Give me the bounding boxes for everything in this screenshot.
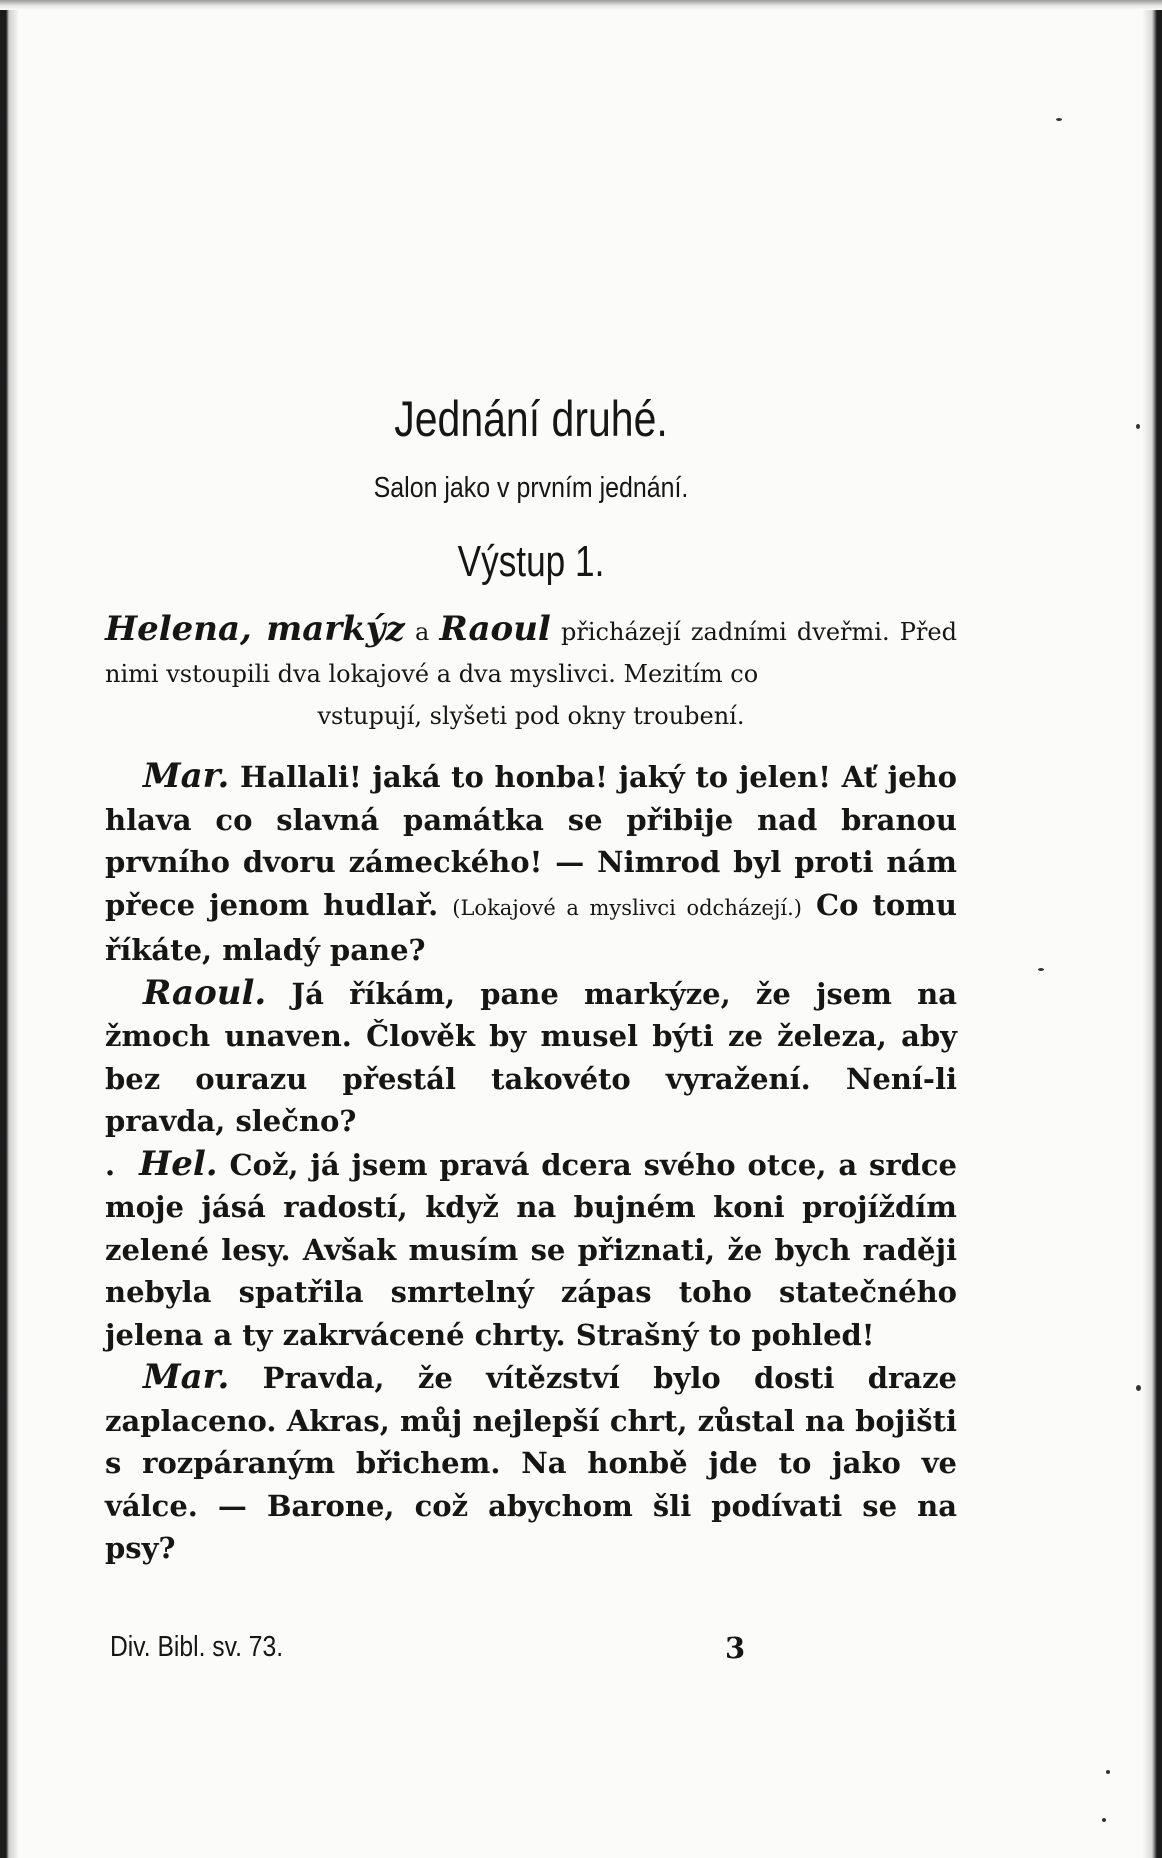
dialogue-mar-1 — [105, 755, 957, 972]
page-footer — [105, 1631, 957, 1671]
inline-stage-direction: (Lokajové a myslivci odcházejí.) — [452, 895, 802, 920]
dialogue-hel — [105, 1143, 957, 1357]
footer-signature: Div. Bibl. sv. 73. — [110, 1631, 284, 1663]
page-edge-right — [1142, 0, 1162, 1858]
dialogue-mar-2 — [105, 1356, 957, 1570]
speck — [1136, 424, 1140, 429]
dialogue-raoul — [105, 972, 957, 1143]
speaker-name: Hel. — [139, 1143, 218, 1184]
speech-prefix: . — [105, 1147, 116, 1182]
page-number: 3 — [725, 1631, 746, 1665]
speech-text: Já říkám, pane markýze, že jsem na žmoch unaven. Člověk by musel býti ze železa, aby bez ourazu přestál takovéto vyražení. Není-li pravda, slečno? — [105, 976, 957, 1138]
stage-direction-text: přicházejí zadními dveřmi. Před nimi vstoupili dva lokajové a dva myslivci. Mezitím co — [105, 618, 957, 688]
page-edge-top — [0, 0, 1162, 10]
speaker-name: Mar. — [143, 756, 230, 796]
speck — [1038, 968, 1044, 971]
stage-direction-conj: a — [414, 618, 430, 646]
setting-line: Salon jako v prvním jednání. — [373, 472, 689, 504]
act-title: Jednání druhé. — [394, 391, 668, 447]
speech-text: Což, já jsem pravá dcera svého otce, a srdce moje jásá radostí, když na bujném koni projíždím zelené lesy. Avšak musím se přiznati, že bych raději nebyla spatřila smrtelný zápas toho statečného jelena a ty zakrvácené chrty. Strašný to pohled! — [105, 1147, 957, 1352]
speck — [1056, 118, 1062, 121]
page-edge-left — [0, 0, 18, 1858]
speech-text: Co tomu říkáte, mladý pane? — [105, 887, 957, 967]
speck — [1102, 1818, 1106, 1822]
stage-direction-name-raoul: Raoul — [439, 609, 551, 649]
speech-text: Pravda, že vítězství bylo dosti draze zaplaceno. Akras, můj nejlepší chrt, zůstal na bojišti s rozpáraným břichem. Na honbě jde to jako ve válce. — Barone, což abychom šli podívati se na psy? — [105, 1361, 957, 1565]
page-text — [105, 390, 957, 1570]
stage-direction — [105, 608, 957, 737]
speck — [1106, 1770, 1110, 1774]
speaker-name: Raoul. — [143, 972, 267, 1013]
speaker-name: Mar. — [143, 1357, 230, 1397]
stage-direction-text-2: vstupují, slyšeti pod okny troubení. — [317, 702, 745, 730]
speck — [1136, 1385, 1141, 1391]
scene-title: Výstup 1. — [457, 537, 605, 586]
speech-text: Hallali! jaká to honba! jaký to jelen! Ať jeho hlava co slavná památka se přibije nad branou prvního dvoru zámeckého! — Nimrod byl proti nám přece jenom hudlař. — [105, 760, 957, 922]
stage-direction-names: Helena, markýz — [105, 609, 405, 649]
